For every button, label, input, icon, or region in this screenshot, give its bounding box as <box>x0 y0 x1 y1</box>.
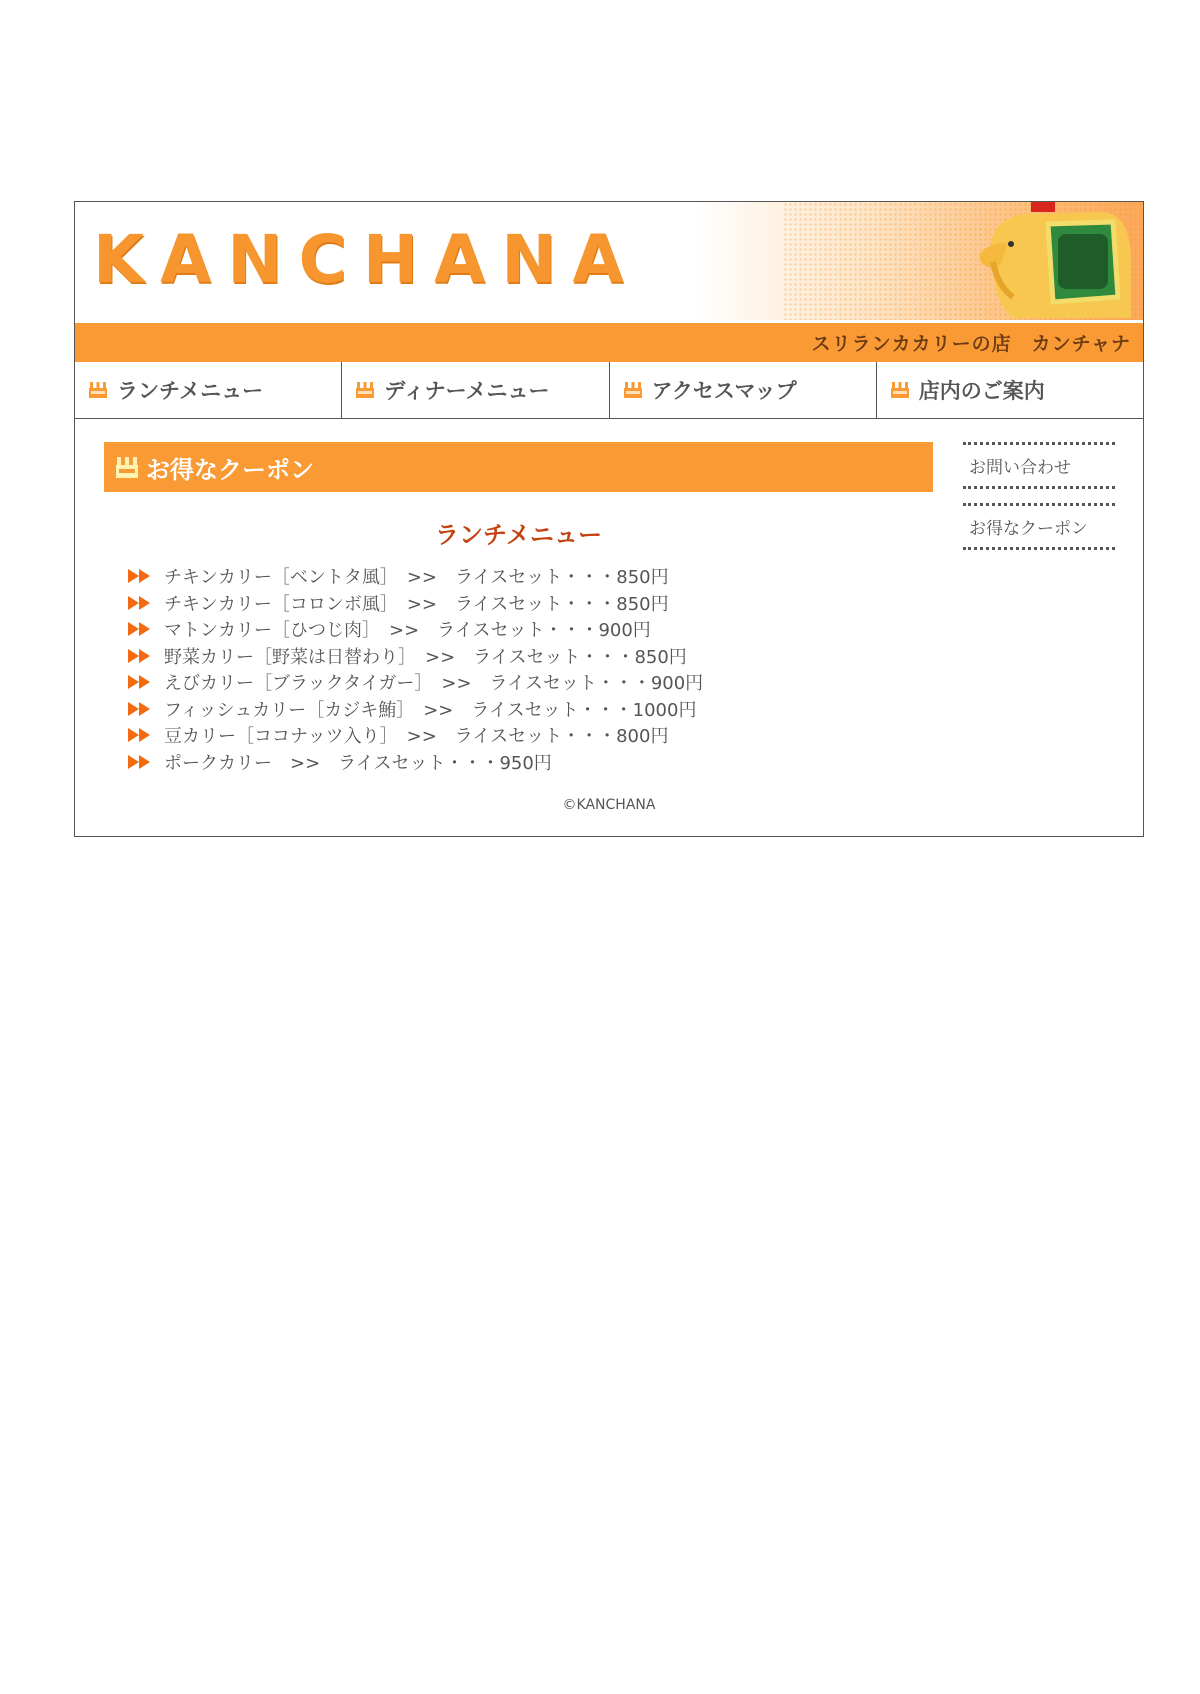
crown-icon <box>89 382 107 398</box>
menu-item-text: フィッシュカリー［カジキ鮪］ >> ライスセット・・・1000円 <box>164 699 697 721</box>
menu-item-text: 野菜カリー［野菜は日替わり］ >> ライスセット・・・850円 <box>164 646 687 668</box>
list-item <box>128 696 703 723</box>
double-arrow-icon <box>128 596 152 610</box>
page-title: お得なクーポン <box>146 455 314 484</box>
list-item <box>128 722 703 749</box>
menu-item-text: 豆カリー［ココナッツ入り］ >> ライスセット・・・800円 <box>164 726 669 748</box>
page-frame <box>74 201 1144 837</box>
nav-item-label: ディナーメニュー <box>384 379 550 403</box>
section-title: ランチメニュー <box>434 521 603 549</box>
list-item <box>128 563 703 590</box>
tagline-bar <box>75 320 1143 362</box>
double-arrow-icon <box>128 569 152 583</box>
menu-item-text: チキンカリー［コロンボ風］ >> ライスセット・・・850円 <box>164 593 669 615</box>
site-logo[interactable]: KANCHANA <box>93 221 640 298</box>
double-arrow-icon <box>128 728 152 742</box>
copyright: ©KANCHANA <box>562 797 656 813</box>
crown-icon <box>356 382 374 398</box>
sidebar-link-contact[interactable]: お問い合わせ <box>963 442 1115 489</box>
nav-item-dinner-menu[interactable] <box>342 362 609 418</box>
double-arrow-icon <box>128 702 152 716</box>
double-arrow-icon <box>128 755 152 769</box>
crown-icon <box>624 382 642 398</box>
list-item <box>128 616 703 643</box>
double-arrow-icon <box>128 622 152 636</box>
elephant-icon <box>953 202 1133 318</box>
nav-item-lunch-menu[interactable] <box>75 362 342 418</box>
nav-item-label: アクセスマップ <box>651 379 797 403</box>
nav-item-label: ランチメニュー <box>117 379 264 403</box>
menu-item-text: ポークカリー >> ライスセット・・・950円 <box>164 752 552 774</box>
site-header <box>75 202 1143 320</box>
menu-item-text: マトンカリー［ひつじ肉］ >> ライスセット・・・900円 <box>164 620 651 642</box>
crown-icon <box>116 456 138 478</box>
coupon-heading-bar <box>104 442 933 492</box>
main-nav <box>75 362 1143 419</box>
list-item <box>128 669 703 696</box>
menu-list <box>128 563 703 775</box>
list-item <box>128 643 703 670</box>
nav-item-store-guide[interactable] <box>877 362 1143 418</box>
sidebar <box>963 442 1115 564</box>
nav-item-access-map[interactable] <box>610 362 877 418</box>
tagline: スリランカカリーの店 カンチャナ <box>811 333 1131 355</box>
double-arrow-icon <box>128 675 152 689</box>
menu-item-text: えびカリー［ブラックタイガー］ >> ライスセット・・・900円 <box>164 673 704 695</box>
menu-item-text: チキンカリー［ベントタ風］ >> ライスセット・・・850円 <box>164 567 669 589</box>
crown-icon <box>891 382 909 398</box>
sidebar-link-coupon[interactable]: お得なクーポン <box>963 503 1115 550</box>
list-item <box>128 590 703 617</box>
nav-item-label: 店内のご案内 <box>918 379 1045 403</box>
double-arrow-icon <box>128 649 152 663</box>
list-item <box>128 749 703 776</box>
